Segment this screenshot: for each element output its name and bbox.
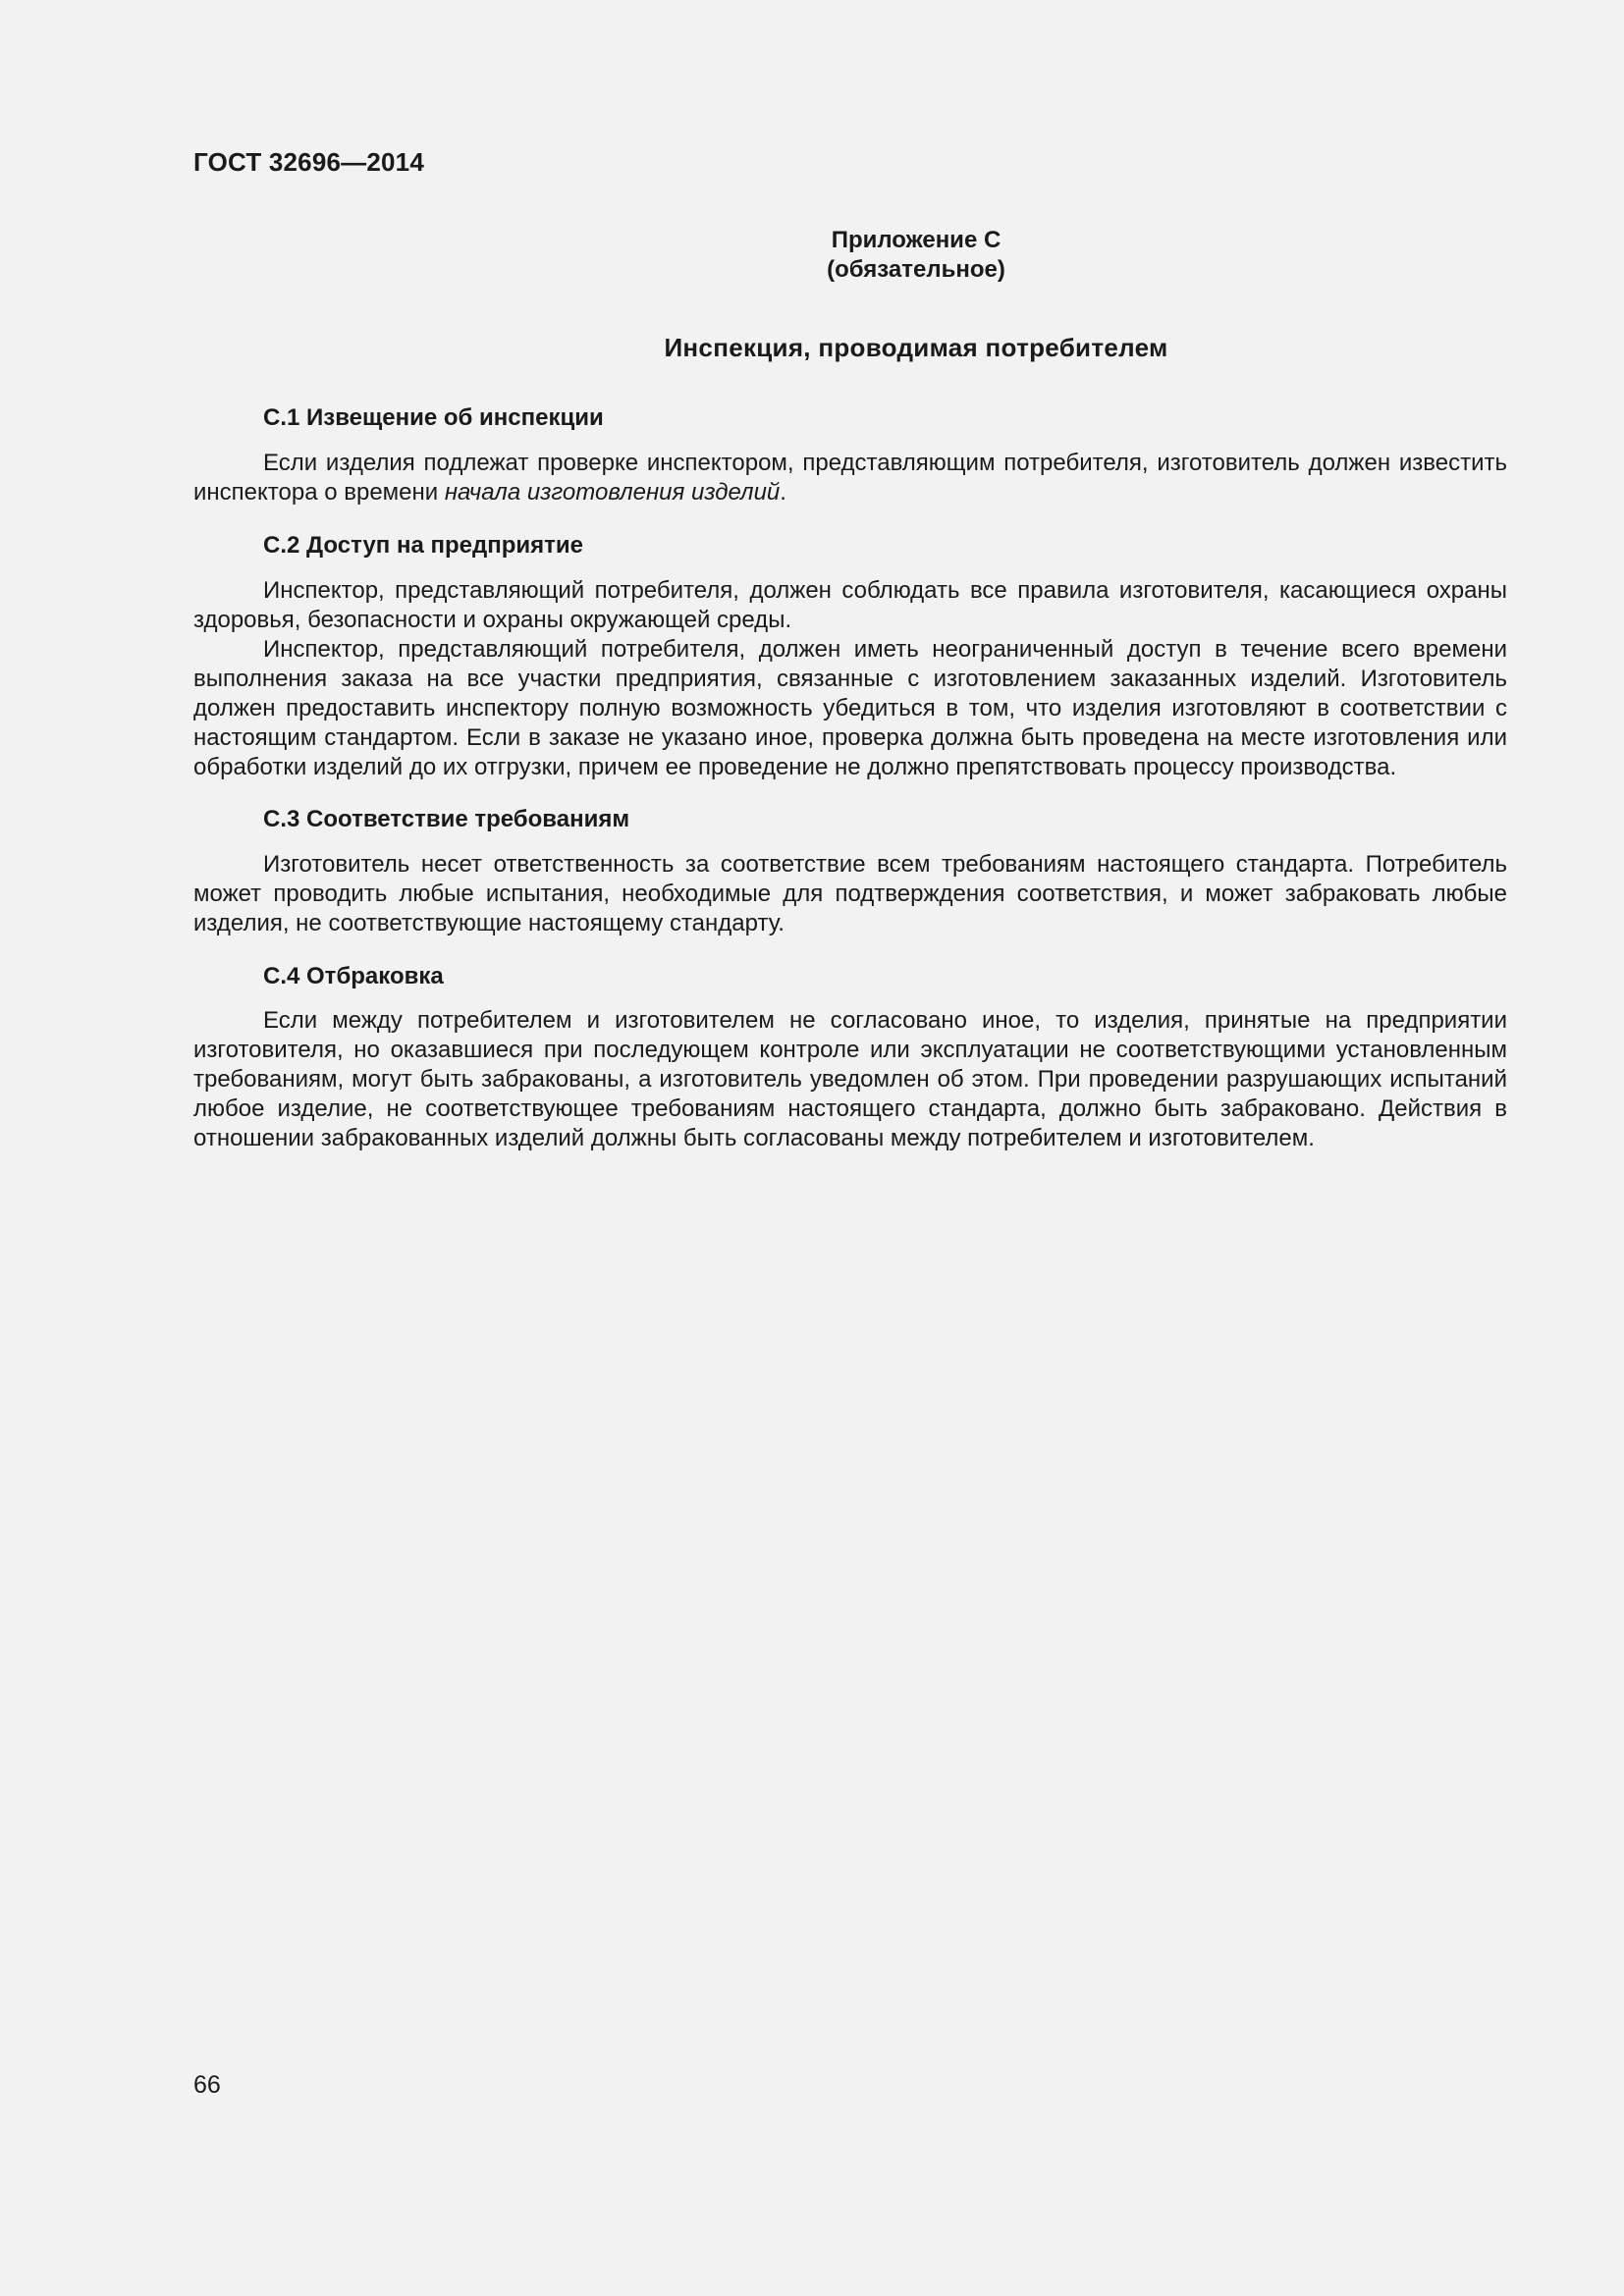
- paragraph-text-end: .: [780, 479, 786, 506]
- appendix-header: [0, 226, 1624, 285]
- section-c2-paragraph-2: Инспектор, представляющий потребителя, должен иметь неограниченный доступ в течение всего времени выполнения заказа на все участки предприятия, связанные с изготовлением заказанных изделий. Изготовитель должен предоставить инспектору полную возможность убедиться в том, что изделия изготовляют в соответствии с настоящим стандартом. Если в заказе не указано иное, проверка должна быть проведена на месте изготовления или обработки изделий до их отгрузки, причем ее проведение не должно препятствовать процессу производства.: [193, 636, 1507, 780]
- appendix-title: Инспекция, проводимая потребителем: [664, 333, 1168, 362]
- section-c4-paragraph: Если между потребителем и изготовителем не согласовано иное, то изделия, принятые на предприятии изготовителя, но оказавшиеся при последующем контроле или эксплуатации не соответствующими установленным требованиям, могут быть забракованы, а изготовитель уведомлен об этом. При проведении разрушающих испытаний любое изделие, не соответствующее требованиям настоящего стандарта, должно быть забраковано. Действия в отношении забракованных изделий должны быть согласованы между потребителем и изготовителем.: [193, 1007, 1507, 1151]
- paragraph-text: Если изделия подлежат проверке инспектором, представляющим потребителя, изготовитель должен известить инспектора о времени: [193, 450, 1507, 506]
- section-c1-paragraph: [193, 449, 1507, 507]
- page-number: 66: [193, 2071, 221, 2099]
- document-code: ГОСТ 32696—2014: [193, 147, 424, 177]
- section-heading-c3: С.3 Соответствие требованиям: [263, 806, 630, 832]
- section-heading-c1: С.1 Извещение об инспекции: [263, 404, 604, 431]
- section-c3-paragraph: Изготовитель несет ответственность за соответствие всем требованиям настоящего стандарта. Потребитель может проводить любые испытания, необходимые для подтверждения соответствия, и может забраковать любые изделия, не соответствующие настоящему стандарту.: [193, 851, 1507, 936]
- paragraph-italic-text: начала изготовления изделий: [444, 479, 781, 506]
- section-heading-c2: С.2 Доступ на предприятие: [263, 532, 583, 559]
- appendix-label: Приложение С: [831, 227, 1001, 253]
- section-heading-c4: С.4 Отбраковка: [263, 963, 444, 989]
- appendix-status: (обязательное): [827, 256, 1005, 283]
- section-c2-paragraph-1: Инспектор, представляющий потребителя, должен соблюдать все правила изготовителя, касающиеся охраны здоровья, безопасности и охраны окружающей среды.: [193, 577, 1507, 633]
